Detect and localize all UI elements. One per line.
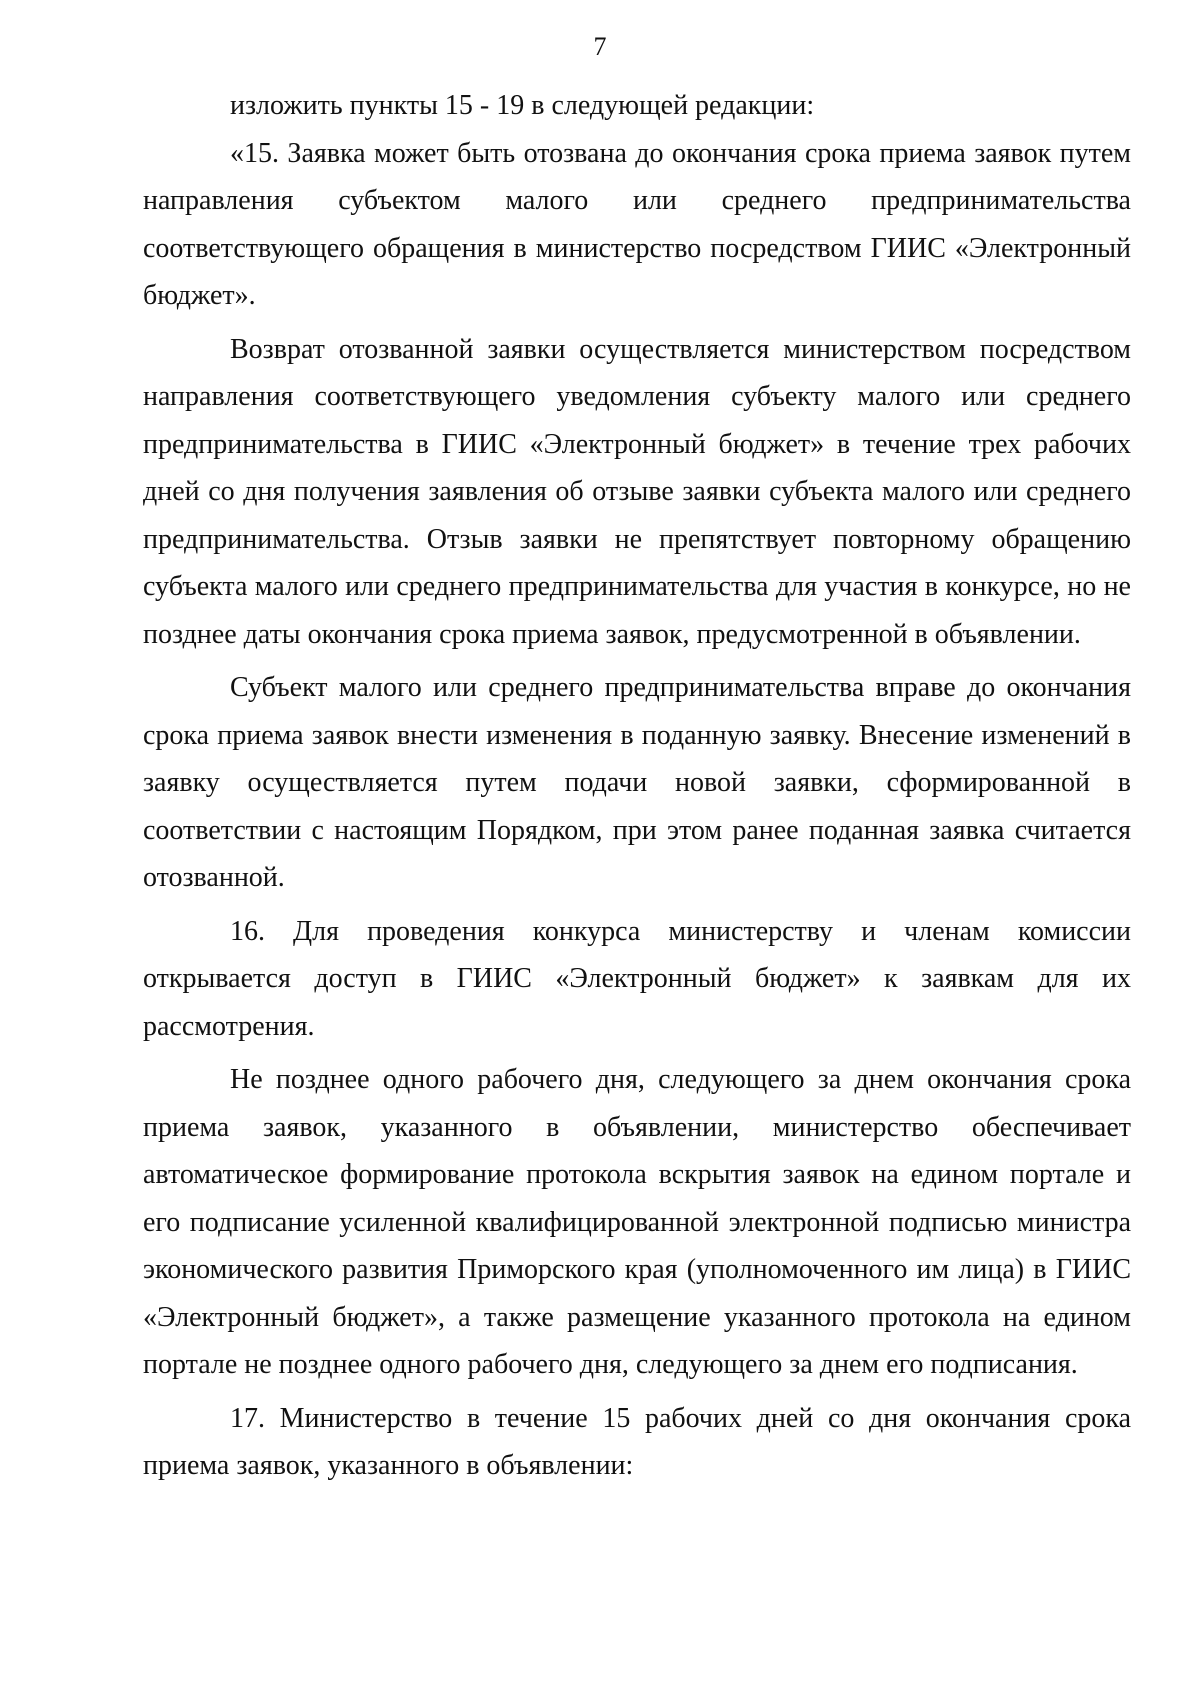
paragraph-opening-protocol: Не позднее одного рабочего дня, следующего за днем окончания срока приема заявок, указанного в объявлении, министерство обеспечивает автоматическое формирование протокола вскрытия заявок на едином портале и его подписание усиленной квалифицированной электронной подписью министра экономического развития Приморского края (уполномоченного им лица) в ГИИС «Электронный бюджет», а также размещение указанного протокола на едином портале не позднее одного рабочего дня, следующего за днем его подписания. (143, 1064, 1131, 1380)
paragraph-application-changes: Субъект малого или среднего предпринимательства вправе до окончания срока приема заявок внести изменения в поданную заявку. Внесение изменений в заявку осуществляется путем подачи новой заявки, сформированной в соответствии с настоящим Порядком, при этом ранее поданная заявка считается отозванной. (143, 672, 1131, 893)
document-body (143, 82, 1131, 1490)
paragraph-item-16: 16. Для проведения конкурса министерству и членам комиссии открывается доступ в ГИИС «Электронный бюджет» к заявкам для их рассмотрения. (143, 915, 1131, 1042)
paragraph-withdrawal-return: Возврат отозванной заявки осуществляется министерством посредством направления соответствующего уведомления субъекту малого или среднего предпринимательства в ГИИС «Электронный бюджет» в течение трех рабочих дней со дня получения заявления об отзыве заявки субъекта малого или среднего предпринимательства. Отзыв заявки не препятствует повторному обращению субъекта малого или среднего предпринимательства для участия в конкурсе, но не позднее даты окончания срока приема заявок, предусмотренной в объявлении. (143, 333, 1131, 650)
page-number: 7 (593, 32, 607, 61)
paragraph-item-17: 17. Министерство в течение 15 рабочих дней со дня окончания срока приема заявок, указанного в объявлении: (143, 1402, 1131, 1481)
paragraph-item-15: «15. Заявка может быть отозвана до окончания срока приема заявок путем направления субъектом малого или среднего предпринимательства соответствующего обращения в министерство посредством ГИИС «Электронный бюджет». (143, 137, 1131, 311)
paragraph-intro: изложить пункты 15 - 19 в следующей редакции: (230, 90, 815, 121)
